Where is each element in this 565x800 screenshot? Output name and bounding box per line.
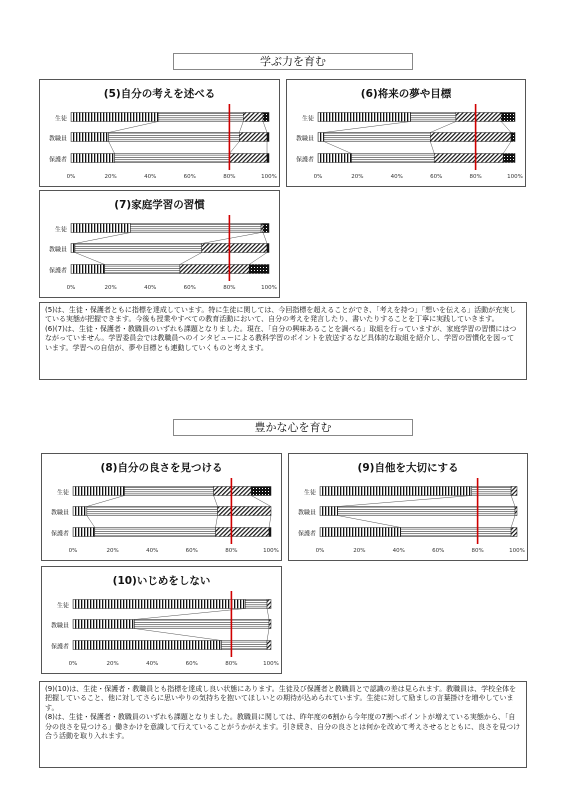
category-label: 保護者 <box>50 530 69 538</box>
x-tick-label: 80% <box>225 548 238 554</box>
bar-segment <box>338 507 515 516</box>
bar-segment <box>456 113 501 122</box>
x-tick-label: 60% <box>432 548 445 554</box>
category-label: 保護者 <box>295 156 314 164</box>
chart-title: (9)自他を大切にする <box>357 462 459 474</box>
bar-segment <box>71 265 105 274</box>
series-connector-line <box>249 253 267 265</box>
bar-segment <box>318 113 411 122</box>
bar-segment <box>71 133 109 142</box>
series-connector-line <box>511 496 515 507</box>
x-tick-label: 0% <box>313 174 323 180</box>
chart-10-svg <box>42 567 283 675</box>
x-tick-label: 40% <box>390 174 403 180</box>
bar-segment <box>71 154 115 163</box>
bar-segment <box>320 487 472 496</box>
commentary-paragraph: (6)(7)は、生徒・保護者・教職員のいずれも課題となりました。現在、「自分の興味あることを調べる」取組を行っていますが、家庭学習の習慣にはつながっていません。学習委員会では教職員へのインタビューによる教科学習のポイントを放送するなど具体的な取組を紹介し、学習の習慣化を図っています。学習への自信が、夢や目標とも連動していくものと考えます。 <box>45 324 517 352</box>
series-connector-line <box>134 609 245 620</box>
category-label: 教職員 <box>50 622 69 630</box>
bar-segment <box>134 620 269 629</box>
commentary-learning <box>39 302 527 380</box>
series-connector-line <box>180 253 202 265</box>
bar-segment <box>73 620 134 629</box>
section-title-learning: 学ぶ力を育む <box>173 53 413 70</box>
series-connector-line <box>324 122 411 133</box>
bar-segment <box>73 487 124 496</box>
series-connector-line <box>501 122 511 133</box>
x-tick-label: 60% <box>185 661 198 667</box>
x-tick-label: 80% <box>225 661 238 667</box>
category-label: 生徒 <box>54 115 67 123</box>
bar-segment <box>216 528 269 537</box>
series-connector-line <box>251 496 271 507</box>
bar-segment <box>158 113 243 122</box>
series-connector-line <box>75 253 105 265</box>
x-tick-label: 0% <box>68 548 78 554</box>
bar-segment <box>73 507 87 516</box>
series-connector-line <box>216 516 218 528</box>
bar-segment <box>71 224 130 233</box>
bar-segment <box>503 154 515 163</box>
bar-segment <box>218 507 271 516</box>
bar-segment <box>73 600 245 609</box>
bar-segment <box>245 600 267 609</box>
series-connector-line <box>202 233 261 244</box>
bar-segment <box>239 133 267 142</box>
bar-segment <box>71 244 75 253</box>
x-tick-label: 20% <box>104 285 117 291</box>
series-connector-line <box>511 516 515 528</box>
bar-segment <box>263 113 269 122</box>
bar-segment <box>261 224 263 233</box>
category-label: 生徒 <box>56 489 69 497</box>
bar-segment <box>202 244 267 253</box>
bar-segment <box>320 528 401 537</box>
chart-title: (10)いじめをしない <box>112 575 211 587</box>
category-label: 教職員 <box>48 246 67 254</box>
category-label: 生徒 <box>303 489 316 497</box>
x-tick-label: 20% <box>104 174 117 180</box>
bar-segment <box>318 133 324 142</box>
category-label: 保護者 <box>48 156 67 164</box>
series-connector-line <box>430 142 434 154</box>
bar-segment <box>251 487 271 496</box>
series-connector-line <box>263 233 267 244</box>
bar-segment <box>109 133 240 142</box>
chart-panel-9 <box>288 453 528 561</box>
bar-segment <box>269 620 271 629</box>
chart-panel-6 <box>286 79 526 187</box>
bar-segment <box>222 641 268 650</box>
chart-panel-10 <box>41 566 282 674</box>
bar-segment <box>515 507 517 516</box>
bar-segment <box>511 487 517 496</box>
chart-panel-5 <box>39 79 280 187</box>
category-label: 保護者 <box>297 530 316 538</box>
x-tick-label: 100% <box>261 174 277 180</box>
chart-7-svg <box>40 191 281 299</box>
x-tick-label: 60% <box>430 174 443 180</box>
bar-segment <box>511 528 517 537</box>
series-connector-line <box>503 142 511 154</box>
x-tick-label: 80% <box>469 174 482 180</box>
bar-segment <box>75 244 202 253</box>
x-tick-label: 40% <box>392 548 405 554</box>
chart-title: (8)自分の良さを見つける <box>100 462 223 474</box>
series-connector-line <box>263 122 267 133</box>
x-tick-label: 60% <box>185 548 198 554</box>
series-connector-line <box>338 496 472 507</box>
series-connector-line <box>430 122 456 133</box>
bar-segment <box>351 154 434 163</box>
series-connector-line <box>338 516 401 528</box>
bar-segment <box>105 265 180 274</box>
chart-panel-7 <box>39 190 280 298</box>
commentary-paragraph: (9)(10)は、生徒・保護者・教職員とも指標を達成し良い状態にあります。生徒及び保護者と教職員とで認識の差は見られます。教職員は、学校全体を把握していること、他に対してさらに思いやりの気持ちを抱いてほしいとの期待が込められています。生徒に対して励ましの言葉掛けを増やしています。 <box>45 685 517 712</box>
bar-segment <box>324 133 430 142</box>
bar-segment <box>267 154 269 163</box>
bar-segment <box>95 528 216 537</box>
category-label: 生徒 <box>54 226 67 234</box>
x-tick-label: 20% <box>106 548 119 554</box>
category-label: 生徒 <box>301 115 314 123</box>
series-connector-line <box>269 516 271 528</box>
bar-segment <box>263 224 269 233</box>
chart-5-svg <box>40 80 281 188</box>
x-tick-label: 100% <box>263 661 279 667</box>
category-label: 保護者 <box>48 267 67 275</box>
x-tick-label: 100% <box>507 174 523 180</box>
bar-segment <box>430 133 511 142</box>
bar-segment <box>511 133 515 142</box>
bar-segment <box>267 244 269 253</box>
bar-segment <box>115 154 230 163</box>
bar-segment <box>411 113 456 122</box>
x-tick-label: 100% <box>261 285 277 291</box>
x-tick-label: 20% <box>353 548 366 554</box>
category-label: 教職員 <box>48 135 67 143</box>
chart-panel-8 <box>41 453 282 561</box>
series-connector-line <box>75 233 130 244</box>
category-label: 教職員 <box>295 135 314 143</box>
category-label: 教職員 <box>297 509 316 517</box>
chart-6-svg <box>287 80 527 188</box>
series-connector-line <box>239 122 243 133</box>
series-connector-line <box>267 609 269 620</box>
x-tick-label: 60% <box>183 285 196 291</box>
bar-segment <box>73 641 222 650</box>
category-label: 教職員 <box>50 509 69 517</box>
series-connector-line <box>214 496 218 507</box>
chart-title: (6)将来の夢や目標 <box>360 88 452 100</box>
series-connector-line <box>134 629 221 641</box>
chart-title: (7)家庭学習の習慣 <box>114 199 205 211</box>
series-connector-line <box>87 496 125 507</box>
x-tick-label: 80% <box>223 174 236 180</box>
bar-segment <box>434 154 503 163</box>
x-tick-label: 40% <box>146 661 159 667</box>
category-label: 保護者 <box>50 643 69 651</box>
chart-title: (5)自分の考えを述べる <box>103 88 216 100</box>
bar-segment <box>267 133 269 142</box>
bar-segment <box>318 154 351 163</box>
series-connector-line <box>109 122 158 133</box>
series-connector-line <box>267 629 269 641</box>
bar-segment <box>180 265 249 274</box>
bar-segment <box>249 265 269 274</box>
series-connector-line <box>109 142 115 154</box>
series-connector-line <box>324 142 352 154</box>
x-tick-label: 20% <box>106 661 119 667</box>
bar-segment <box>229 154 267 163</box>
bar-segment <box>87 507 218 516</box>
bar-segment <box>269 528 271 537</box>
commentary-paragraph: (8)は、生徒・保護者・教職員のいずれも課題となりました。教職員に関しては、昨年度の6割から今年度の7割へポイントが増えている実態から、「自分の良さを見つける」働きかけを意識して行えていることがうかがえます。引き続き、自分の良さとは何かを改めて考えさせるとともに、良さを見つけ合う活動を取り入れます。 <box>45 713 521 741</box>
x-tick-label: 0% <box>66 285 76 291</box>
bar-segment <box>73 528 95 537</box>
x-tick-label: 100% <box>509 548 525 554</box>
bar-segment <box>501 113 515 122</box>
bar-segment <box>71 113 158 122</box>
bar-segment <box>267 600 271 609</box>
series-connector-line <box>229 142 239 154</box>
section-title-heart: 豊かな心を育む <box>173 419 413 436</box>
bar-segment <box>401 528 511 537</box>
bar-segment <box>267 641 271 650</box>
commentary-paragraph: (5)は、生徒・保護者ともに指標を達成しています。特に生徒に関しては、今回指標を超えることができ、「考えを持つ」「想いを伝える」活動が充実している実態が把握できます。今後も授業やすべての教育活動において、自分の考えを発言したり、書いたりすることを丁寧に実践していきます。 <box>45 306 517 324</box>
x-tick-label: 100% <box>263 548 279 554</box>
x-tick-label: 0% <box>66 174 76 180</box>
x-tick-label: 40% <box>144 174 157 180</box>
chart-9-svg <box>289 454 529 562</box>
bar-segment <box>124 487 213 496</box>
x-tick-label: 20% <box>351 174 364 180</box>
bar-segment <box>214 487 252 496</box>
x-tick-label: 80% <box>223 285 236 291</box>
x-tick-label: 0% <box>68 661 78 667</box>
bar-segment <box>130 224 261 233</box>
x-tick-label: 60% <box>183 174 196 180</box>
bar-segment <box>243 113 263 122</box>
x-tick-label: 40% <box>144 285 157 291</box>
x-tick-label: 0% <box>315 548 325 554</box>
bar-segment <box>320 507 338 516</box>
category-label: 生徒 <box>56 602 69 610</box>
commentary-heart <box>39 681 527 768</box>
chart-8-svg <box>42 454 283 562</box>
x-tick-label: 40% <box>146 548 159 554</box>
series-connector-line <box>87 516 95 528</box>
x-tick-label: 80% <box>471 548 484 554</box>
